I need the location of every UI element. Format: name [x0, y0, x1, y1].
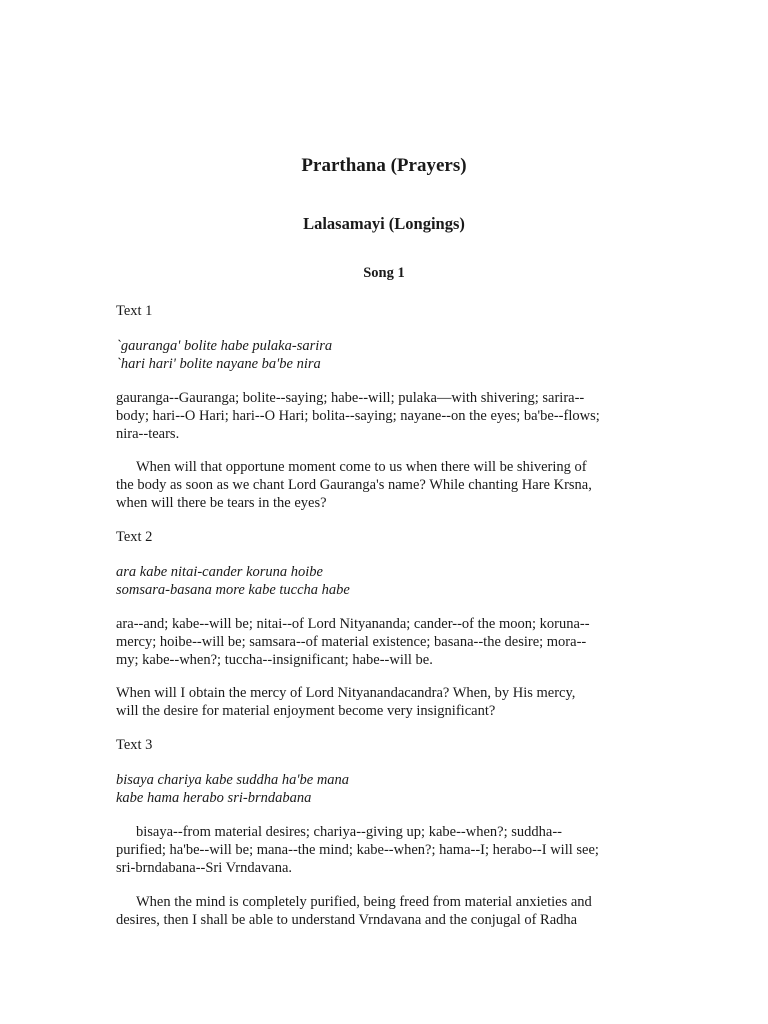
text-3-heading — [116, 736, 656, 754]
verse-line: ara kabe nitai-cander koruna hoibe — [116, 564, 323, 580]
page-subtitle: Lalasamayi (Longings) — [303, 214, 465, 233]
synonyms-line: nira--tears. — [116, 426, 180, 442]
verse-line: `gauranga' bolite habe pulaka-sarira — [116, 338, 333, 354]
text-3-translation — [116, 893, 656, 929]
synonyms-line: sri-brndabana--Sri Vrndavana. — [116, 860, 293, 876]
translation-line: When will that opportune moment come to us when there will be shivering of — [136, 459, 587, 475]
text-3-synonyms — [116, 823, 656, 877]
page-title: Prarthana (Prayers) — [301, 155, 467, 176]
synonyms-line: body; hari--O Hari; hari--O Hari; bolita--saying; nayane--on the eyes; ba'be--flows; — [116, 408, 600, 424]
text-heading: Text 1 — [116, 303, 153, 319]
text-2-translation — [116, 684, 656, 720]
text-2-synonyms — [116, 615, 656, 669]
text-2-verse — [116, 563, 656, 599]
translation-line: when will there be tears in the eyes? — [116, 495, 327, 511]
translation-line: will the desire for material enjoyment become very insignificant? — [116, 703, 496, 719]
verse-line: bisaya chariya kabe suddha ha'be mana — [116, 772, 350, 788]
text-2-heading — [116, 528, 656, 546]
text-heading: Text 3 — [116, 737, 153, 753]
text-1-synonyms — [116, 389, 656, 443]
synonyms-line: bisaya--from material desires; chariya--giving up; kabe--when?; suddha-- — [136, 824, 562, 840]
text-3-verse — [116, 771, 656, 807]
synonyms-line: purified; ha'be--will be; mana--the mind; kabe--when?; hama--I; herabo--I will see; — [116, 842, 599, 858]
verse-line: kabe hama herabo sri-brndabana — [116, 790, 312, 806]
text-1-heading — [116, 302, 656, 320]
translation-line: When will I obtain the mercy of Lord Nityanandacandra? When, by His mercy, — [116, 685, 576, 701]
synonyms-line: mercy; hoibe--will be; samsara--of material existence; basana--the desire; mora-- — [116, 634, 587, 650]
translation-line: When the mind is completely purified, being freed from material anxieties and — [136, 894, 592, 910]
synonyms-line: gauranga--Gauranga; bolite--saying; habe--will; pulaka—with shivering; sarira-- — [116, 390, 585, 406]
text-1-translation — [116, 458, 656, 512]
text-1-verse — [116, 337, 656, 373]
verse-line: somsara-basana more kabe tuccha habe — [116, 582, 350, 598]
verse-line: `hari hari' bolite nayane ba'be nira — [116, 356, 321, 372]
song-heading: Song 1 — [363, 265, 405, 281]
text-heading: Text 2 — [116, 529, 153, 545]
synonyms-line: ara--and; kabe--will be; nitai--of Lord Nityananda; cander--of the moon; koruna-- — [116, 616, 590, 632]
translation-line: desires, then I shall be able to understand Vrndavana and the conjugal of Radha — [116, 912, 578, 928]
translation-line: the body as soon as we chant Lord Gauranga's name? While chanting Hare Krsna, — [116, 477, 592, 493]
synonyms-line: my; kabe--when?; tuccha--insignificant; habe--will be. — [116, 652, 433, 668]
